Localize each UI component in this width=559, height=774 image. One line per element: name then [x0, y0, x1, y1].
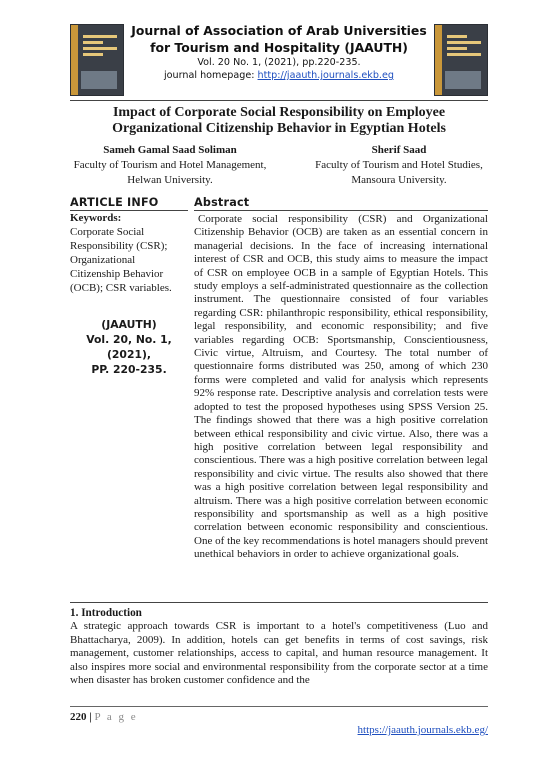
footer-divider	[70, 706, 488, 707]
journal-title-line2: for Tourism and Hospitality (JAAUTH)	[150, 40, 408, 55]
author-2	[310, 143, 488, 188]
author-affiliation-line1: Faculty of Tourism and Hotel Studies,	[315, 159, 483, 171]
article-info-column	[70, 196, 188, 377]
abstract-heading: Abstract	[194, 196, 250, 209]
page-separator: |	[86, 711, 95, 723]
introduction-text: A strategic approach towards CSR is important to a hotel's competitiveness (Luo and Bhattacharya, 2009). In addition, hotels can get benefits in terms of cost savings, risk management, customer relationships, access to capital, and human resource management. It also inspires more social and environmental responsibility from the corporate sector at a time when disaster has broken customer confidence and the	[70, 620, 488, 687]
header-divider	[70, 100, 488, 101]
paper-title-line2: Organizational Citizenship Behavior in Egyptian Hotels	[112, 121, 446, 136]
article-info-rule	[70, 210, 188, 211]
abstract-column	[194, 196, 488, 562]
citation-block	[70, 317, 188, 377]
journal-banner-text	[130, 22, 428, 83]
keywords-text: Corporate Social Responsibility (CSR); Organizational Citizenship Behavior (OCB); CSR variables.	[70, 226, 172, 294]
page-label: P a g e	[94, 711, 138, 723]
page-number-value: 220	[70, 711, 87, 723]
paper-title-line1: Impact of Corporate Social Responsibility on Employee	[112, 105, 446, 120]
journal-homepage	[130, 69, 428, 83]
footer-journal-link[interactable]: https://jaauth.journals.ekb.eg/	[357, 724, 488, 736]
author-name: Sherif Saad	[371, 144, 427, 156]
author-1	[70, 143, 270, 188]
journal-cover-image-left	[70, 24, 124, 96]
article-info-heading: ARTICLE INFO	[70, 196, 159, 209]
journal-issue: Vol. 20 No. 1, (2021), pp.220-235.	[197, 57, 361, 68]
page-number	[70, 710, 138, 724]
abstract-bottom-rule	[70, 602, 488, 603]
citation-volume: Vol. 20, No. 1,	[86, 333, 172, 346]
journal-cover-image-right	[434, 24, 488, 96]
citation-journal: (JAAUTH)	[101, 318, 157, 331]
paper-title	[70, 105, 488, 137]
abstract-rule	[194, 210, 488, 211]
author-affiliation-line1: Faculty of Tourism and Hotel Management,	[73, 159, 267, 171]
author-affiliation-line2: Helwan University.	[127, 174, 213, 186]
homepage-link[interactable]: http://jaauth.journals.ekb.eg	[257, 70, 394, 81]
introduction-heading: 1. Introduction	[70, 607, 142, 619]
citation-year: (2021),	[106, 348, 152, 361]
homepage-label: journal homepage:	[164, 70, 258, 81]
citation-pages: PP. 220-235.	[91, 363, 167, 376]
journal-title-line1: Journal of Association of Arab Universities	[131, 23, 427, 38]
journal-header	[70, 22, 488, 80]
abstract-text: Corporate social responsibility (CSR) and Organizational Citizenship Behavior (OCB) are taken as an essential concern in managerial decisions. In the face of increasing international interest of CSR and OCB, this study aims to measure the impact of CSR on employee OCB in a sample of Egyptian Hotels. This study employs a self-administrated questionnaire as the collection instrument. The questionnaire consisted of four variables regarding CSR: philanthropic responsibility, ethical responsibility, legal responsibility, and economic responsibility; and five variables regarding OCB: Sportsmanship, Conscientiousness, Civic virtue, Altruism, and Courtesy. The total number of questionnaire forms distributed was 250, among of which 230 forms were completed and valid for analysis which represents 92% response rate. Descriptive analysis and correlation tests were adopted to test the proposed hypotheses using SPSS Version 25. The findings showed that there was a high positive correlation between ethical responsibility and civic virtue. Also, there was a high positive correlation between legal responsibility and conscientious. There was a high positive correlation between legal responsibility and civic virtue. The results also showed that there was a high positive correlation between legal responsibility and altruism. There was a high positive correlation between economic responsibility and sportsmanship as well as a high positive correlation between economic responsibility and conscientious. One of the key recommendations is hotel managers should prevent unethical behaviors in order to achieve organizational goals.	[194, 213, 488, 561]
author-name: Sameh Gamal Saad Soliman	[103, 144, 237, 156]
author-affiliation-line2: Mansoura University.	[351, 174, 447, 186]
keywords-label: Keywords:	[70, 212, 122, 224]
